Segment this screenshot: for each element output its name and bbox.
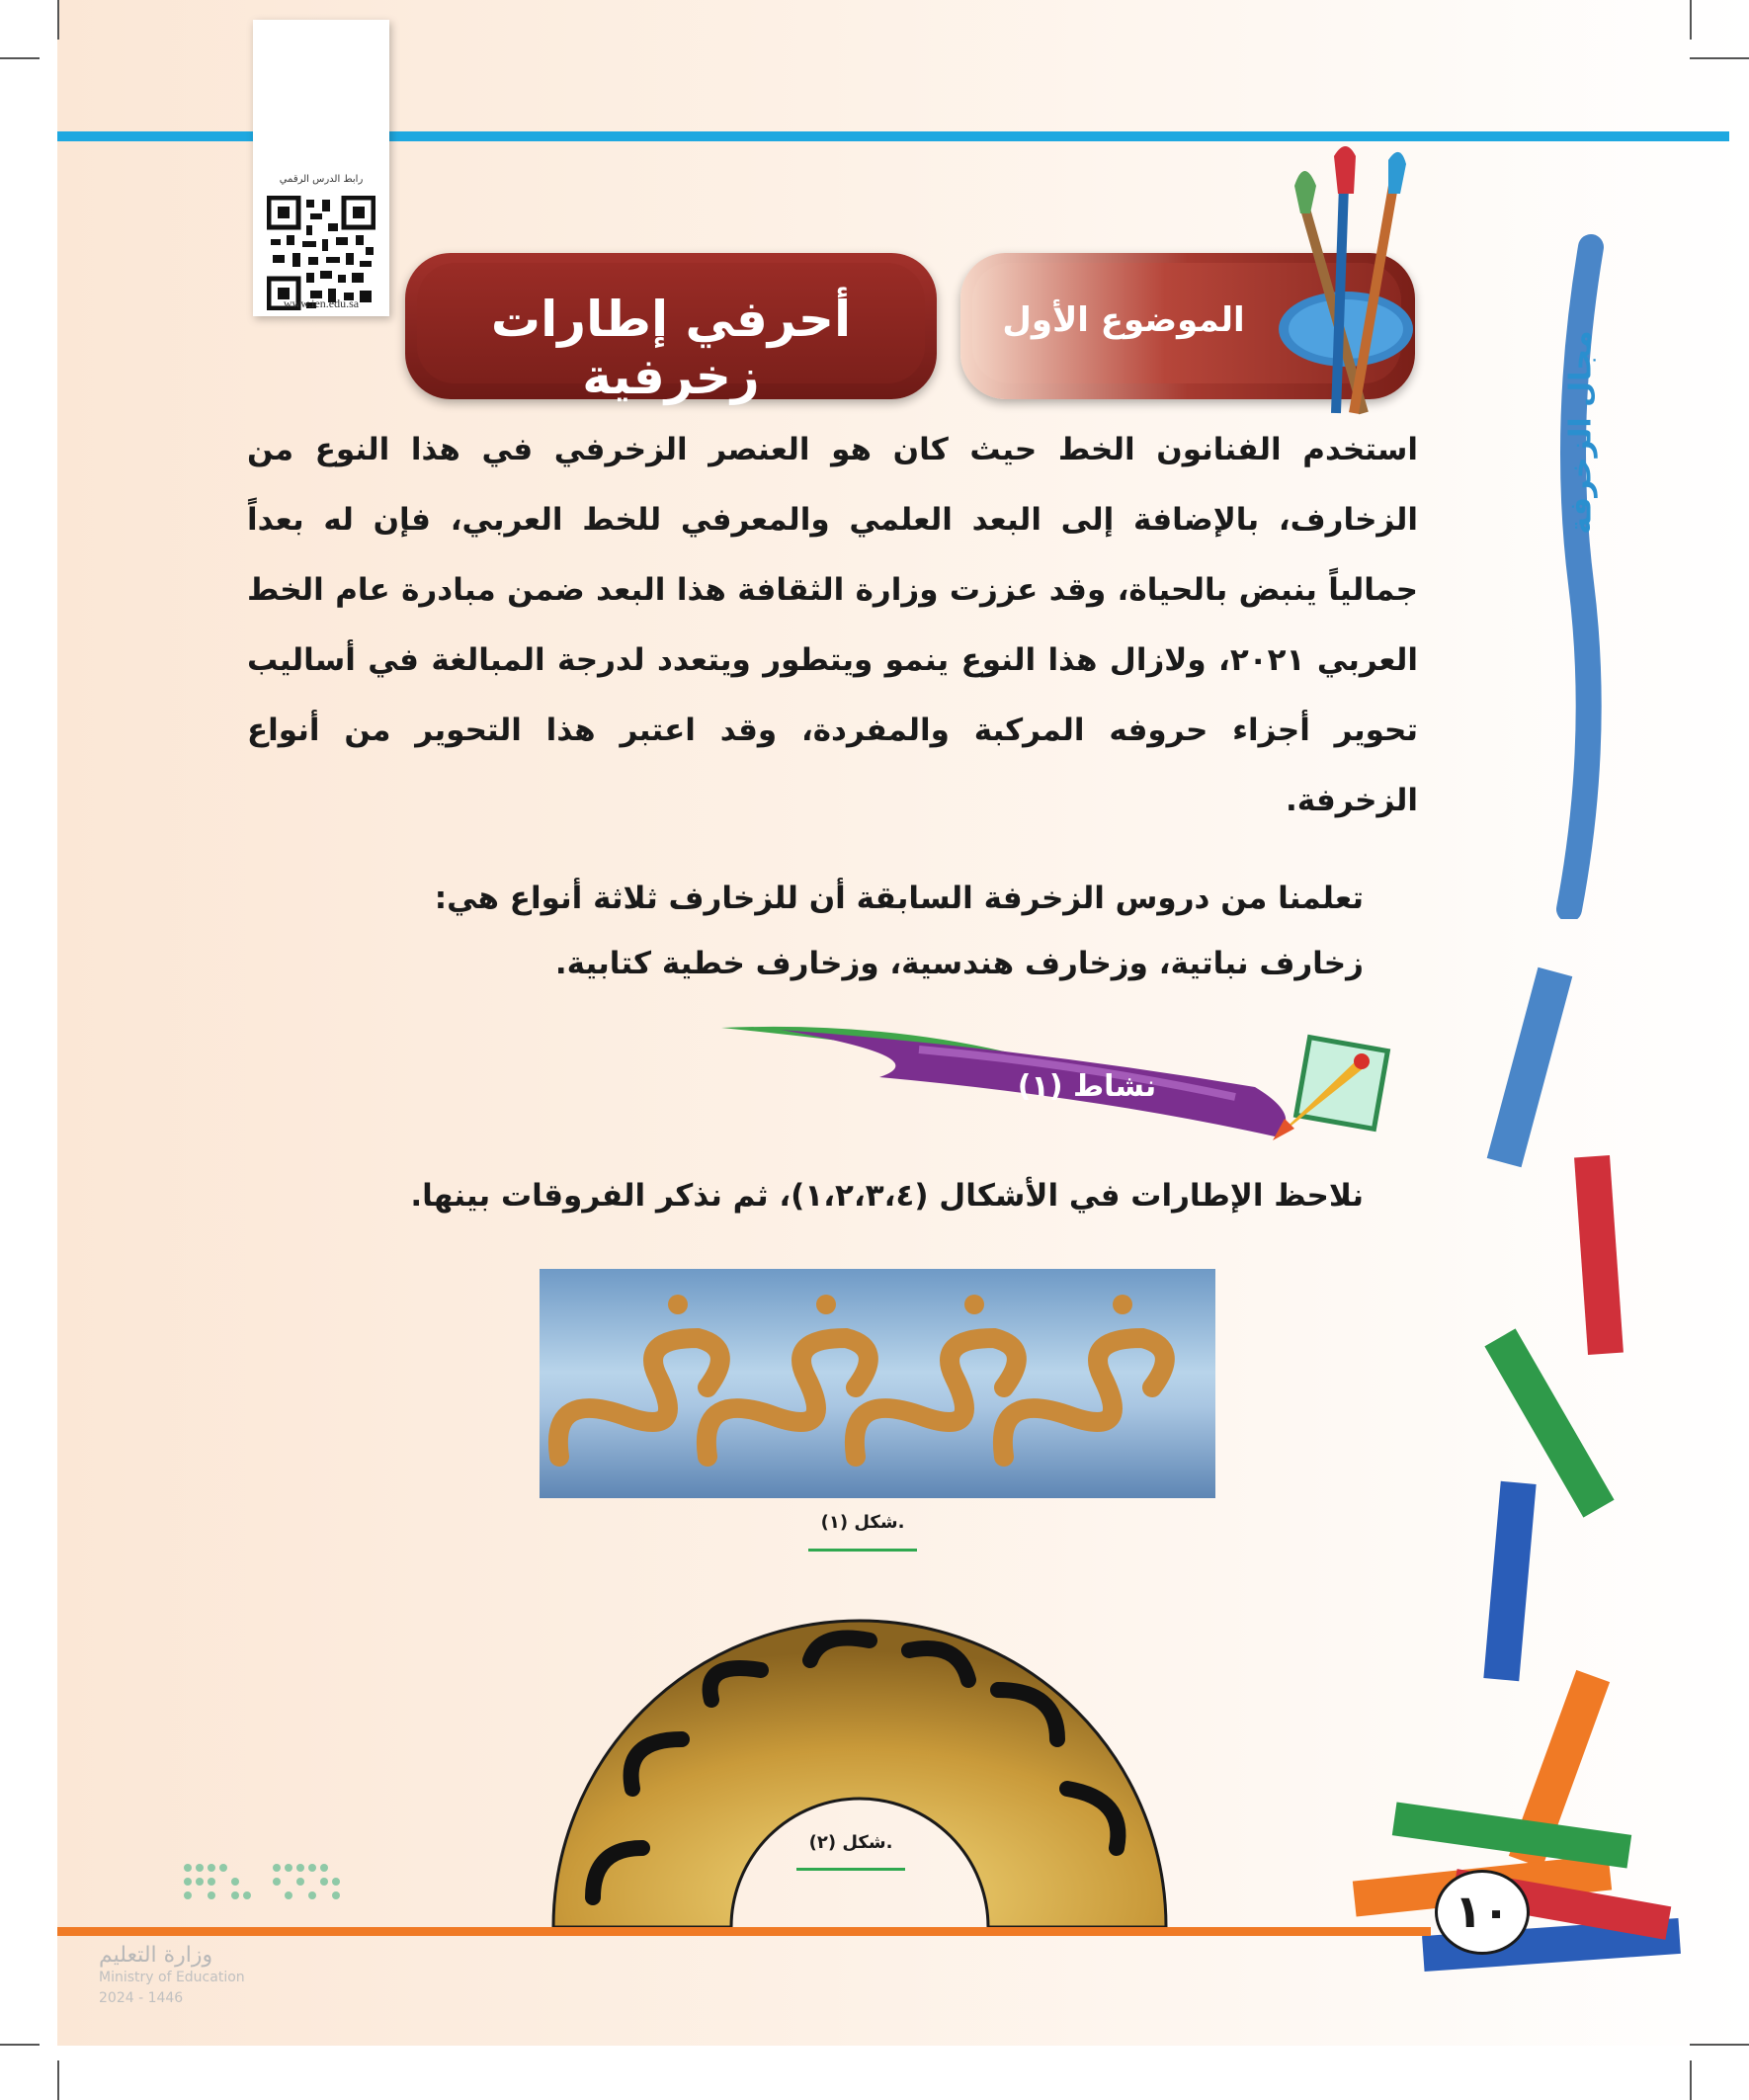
paint-brushes-icon bbox=[1255, 146, 1433, 433]
lesson-title: أحرفي إطارات زخرفية bbox=[490, 291, 852, 405]
crop-mark bbox=[57, 0, 59, 40]
figure-1-caption-underline bbox=[808, 1549, 917, 1552]
crop-mark bbox=[57, 2060, 59, 2100]
side-label: مجال الزخرفة bbox=[1563, 330, 1599, 535]
crayons-decoration bbox=[1285, 949, 1700, 1996]
figure-1-caption: شكل (١). bbox=[820, 1512, 905, 1533]
figure-2 bbox=[534, 1581, 1186, 1937]
activity-label: نشاط (١) bbox=[1017, 1069, 1157, 1104]
crop-mark bbox=[0, 57, 40, 59]
ministry-logo-icon bbox=[178, 1858, 356, 1917]
crop-mark bbox=[1690, 57, 1749, 59]
activity-question: نلاحظ الإطارات في الأشكال (١،٢،٣،٤)، ثم نذكر الفروقات بينها. bbox=[410, 1178, 1364, 1214]
types-intro: تعلمنا من دروس الزخرفة السابقة أن للزخارف ثلاثة أنواع هي: bbox=[434, 881, 1364, 916]
figure-2-caption: شكل (٢). bbox=[808, 1832, 893, 1853]
figure-1-letters bbox=[540, 1269, 1215, 1498]
crop-mark bbox=[1690, 2044, 1749, 2046]
qr-url[interactable]: www.ien.edu.sa bbox=[283, 296, 360, 310]
qr-code-icon bbox=[267, 196, 375, 310]
lesson-title-banner bbox=[405, 253, 937, 405]
qr-label: رابط الدرس الرقمي bbox=[279, 174, 364, 185]
page-number: ١٠ bbox=[1435, 1870, 1530, 1955]
ministry-name-ar: وزارة التعليم bbox=[99, 1943, 213, 1968]
qr-card[interactable] bbox=[253, 20, 389, 316]
intro-paragraph: استخدم الفنانون الخط حيث كان هو العنصر الزخرفي في هذا النوع من الزخارف، بالإضافة إلى البعد العلمي والمعرفي للخط العربي، فإن له بعداً جمالياً ينبض بالحياة، وقد عززت وزارة الثقافة هذا البعد ضمن مبادرة عام الخط العربي ٢٠٢١، ولازال هذا النوع ينمو ويتطور ويتعدد لدرجة المبالغة في أساليب تحوير أجزاء حروفه المركبة والمفردة، وقد اعتبر هذا التحوير من أنواع الزخرفة. bbox=[247, 432, 1418, 818]
ministry-year: 2024 - 1446 bbox=[99, 1990, 184, 2006]
figure-1 bbox=[540, 1269, 1215, 1498]
topic-label: الموضوع الأول bbox=[1002, 300, 1245, 340]
crop-mark bbox=[1690, 2060, 1692, 2100]
crop-mark bbox=[0, 2044, 40, 2046]
bottom-rule bbox=[57, 1927, 1431, 1936]
ministry-name-en: Ministry of Education bbox=[99, 1970, 245, 1985]
types-list: زخارف نباتية، وزخارف هندسية، وزخارف خطية كتابية. bbox=[554, 946, 1364, 981]
crop-mark bbox=[1690, 0, 1692, 40]
figure-2-caption-underline bbox=[796, 1868, 905, 1871]
